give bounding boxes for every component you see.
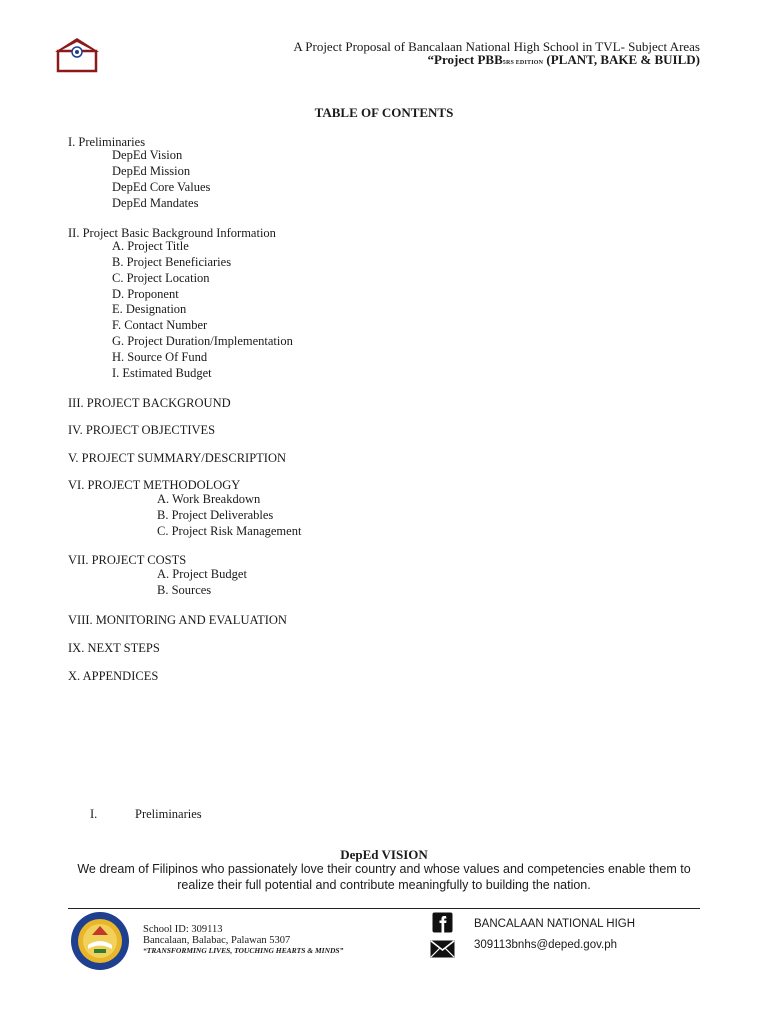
toc-section-4: IV. PROJECT OBJECTIVES [68,423,216,437]
toc-section-5: V. PROJECT SUMMARY/DESCRIPTION [68,451,286,465]
toc-item: I. Estimated Budget [112,366,212,380]
toc-section-2: II. Project Basic Background Information [68,226,276,240]
toc-section-7: VII. PROJECT COSTS [68,553,187,567]
footer-facebook-page: BANCALAAN NATIONAL HIGH [474,918,636,930]
project-pbb-logo [52,36,102,74]
toc-item: G. Project Duration/Implementation [112,334,293,348]
toc-item: DepEd Mission [112,164,191,178]
header-title: A Project Proposal of Bancalaan National High School in TVL- Subject Areas [293,39,700,54]
facebook-icon [432,912,453,933]
toc-section-1: I. Preliminaries [68,135,146,149]
toc-item: H. Source Of Fund [112,350,208,364]
footer-school-id: School ID: 309113 [143,924,223,935]
header-subtitle-edition: 5RS EDITION [502,60,544,66]
toc-title: TABLE OF CONTENTS [314,105,454,120]
toc-item: DepEd Mandates [112,196,199,210]
header-subtitle [428,52,700,71]
toc-item: C. Project Location [112,271,210,285]
section-number: I. [90,807,98,821]
toc-item: F. Contact Number [112,318,208,332]
vision-text-line-1: We dream of Filipinos who passionately love their country and whose values and competencies enable them to [77,862,691,876]
toc-item: DepEd Core Values [112,180,211,194]
footer-divider [68,908,700,909]
toc-section-9: IX. NEXT STEPS [68,641,160,655]
toc-item: B. Project Beneficiaries [112,255,232,269]
toc-section-10: X. APPENDICES [68,669,159,683]
toc-item: A. Project Title [112,239,189,253]
toc-item: C. Project Risk Management [157,524,302,538]
toc-section-8: VIII. MONITORING AND EVALUATION [68,613,287,627]
toc-item: E. Designation [112,302,187,316]
header-subtitle-suffix: (PLANT, BAKE & BUILD) [543,52,700,67]
section-heading: Preliminaries [135,807,202,821]
footer-address: Bancalaan, Balabac, Palawan 5307 [143,935,291,946]
footer-email: 309113bnhs@deped.gov.ph [474,939,617,951]
toc-item: B. Sources [157,583,212,597]
toc-item: A. Project Budget [157,567,247,581]
toc-item: B. Project Deliverables [157,508,274,522]
vision-text-line-2: realize their full potential and contribute meaningfully to building the nation. [177,878,591,892]
toc-item: DepEd Vision [112,148,183,162]
toc-item: D. Proponent [112,287,179,301]
footer-motto: “TRANSFORMING LIVES, TOUCHING HEARTS & MINDS” [143,946,344,955]
toc-section-3: III. PROJECT BACKGROUND [68,396,231,410]
toc-section-6: VI. PROJECT METHODOLOGY [68,478,241,492]
toc-item: A. Work Breakdown [157,492,261,506]
header-subtitle-prefix: “Project PBB [427,52,503,67]
mail-icon [430,940,455,958]
vision-title: DepEd VISION [340,847,428,862]
school-seal-logo [70,911,130,971]
